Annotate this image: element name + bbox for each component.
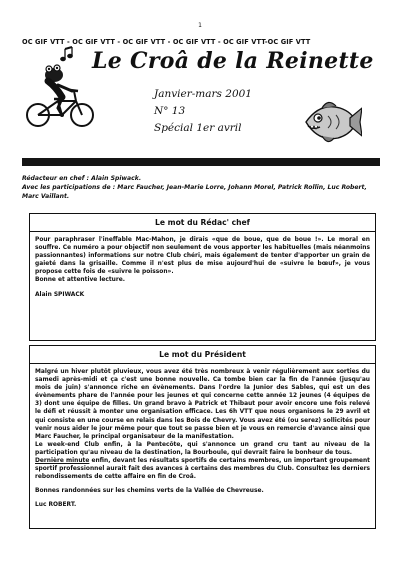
fish-illustration	[300, 96, 362, 148]
special-edition-label: Spécial 1er avril	[154, 122, 242, 134]
editorial-closing: Bonne et attentive lecture.	[35, 277, 126, 284]
club-banner: OC GIF VTT - OC GIF VTT - OC GIF VTT - OC GIF VTT - OC GIF VTT-OC GIF VTT	[22, 38, 311, 46]
president-box	[29, 345, 376, 529]
page-number: 1	[198, 22, 202, 29]
contributors-credit: Avec les participations de : Marc Faucher, Jean-Marie Lorre, Johann Morel, Patrick Rollin, Luc Robert, Marc Vaillant.	[22, 184, 367, 201]
last-minute-label: Dernière minute	[35, 458, 90, 465]
president-paragraph-2: Le week-end Club enfin, à la Pentecôte, qui s'annonce un grand cru tant au niveau de la participation qu'au niveau de la destination, la Bourboule, qui devrait faire le bonheur de tous.	[35, 441, 370, 456]
president-paragraph-3	[35, 457, 370, 481]
editorial-title: Le mot du Rédac' chef	[30, 218, 375, 232]
editorial-body: Pour paraphraser l'ineffable Mac-Mahon, je dirais «que de boue, que de boue !». Le moral en souffre. Ce numéro a pour objectif non seulement de vous apporter les habituelles (mais néanmoins passionnantes) informations sur notre Club chéri, mais également de tenter d'apporter un grain de gaieté dans la grisaille. Comme il n'est plus de mise aujourd'hui de «suivre le bœuf», je vous propose cette fois de «suivre le poisson».	[35, 237, 370, 276]
president-paragraph-1: Malgré un hiver plutôt pluvieux, vous avez été très nombreux à venir régulièrement aux sorties du samedi après-midi et ça c'est une bonne nouvelle. Ca tombe bien car la fin de l'année (jusqu'au mois de juin) s'annonce riche en évènements. Dans l'ordre la Junior des Sables, qui est un des évènements phare de l'année pour les jeunes et qui concerne cette année 12 jeunes (4 équipes de 3) dont une équipe de filles. Un grand bravo à Patrick et Thibaut pour avoir encore une fois relevé le défi et réussit à monter une organisation efficace. Les 6h VTT que nous organisons le 29 avril et qui consiste en une course en relais dans les Bois de Chevry. Vous avez été (ou serez) sollicités pour venir nous aider le jour même pour que tout se passe bien et je vous en remercie d'avance ainsi que Marc Faucher, le principal organisateur de la manifestation.	[35, 369, 370, 440]
newsletter-title: Le Croâ de la Reinette	[92, 48, 374, 74]
credits	[22, 174, 380, 202]
president-title: Le mot du Président	[30, 350, 375, 364]
issue-date: Janvier-mars 2001	[154, 88, 252, 100]
editorial-box	[29, 213, 376, 341]
editorial-signature: Alain SPIWACK	[35, 291, 85, 298]
issue-number: N° 13	[154, 105, 186, 117]
last-minute-text: enfin, devant les résultats sportifs de certains membres, un important groupement sportif professionnel aurait fait des avances à certains des membres du Club. Consultez les derniers rebondissements de cette affaire en fin de Croâ.	[35, 458, 370, 481]
president-paragraph-4: Bonnes randonnées sur les chemins verts de la Vallée de Chevreuse.	[35, 488, 264, 495]
frog-cyclist-illustration	[18, 45, 98, 129]
header-divider	[22, 158, 380, 166]
editor-credit: Rédacteur en chef : Alain Spiwack.	[22, 175, 142, 182]
president-signature: Luc ROBERT.	[35, 502, 77, 509]
